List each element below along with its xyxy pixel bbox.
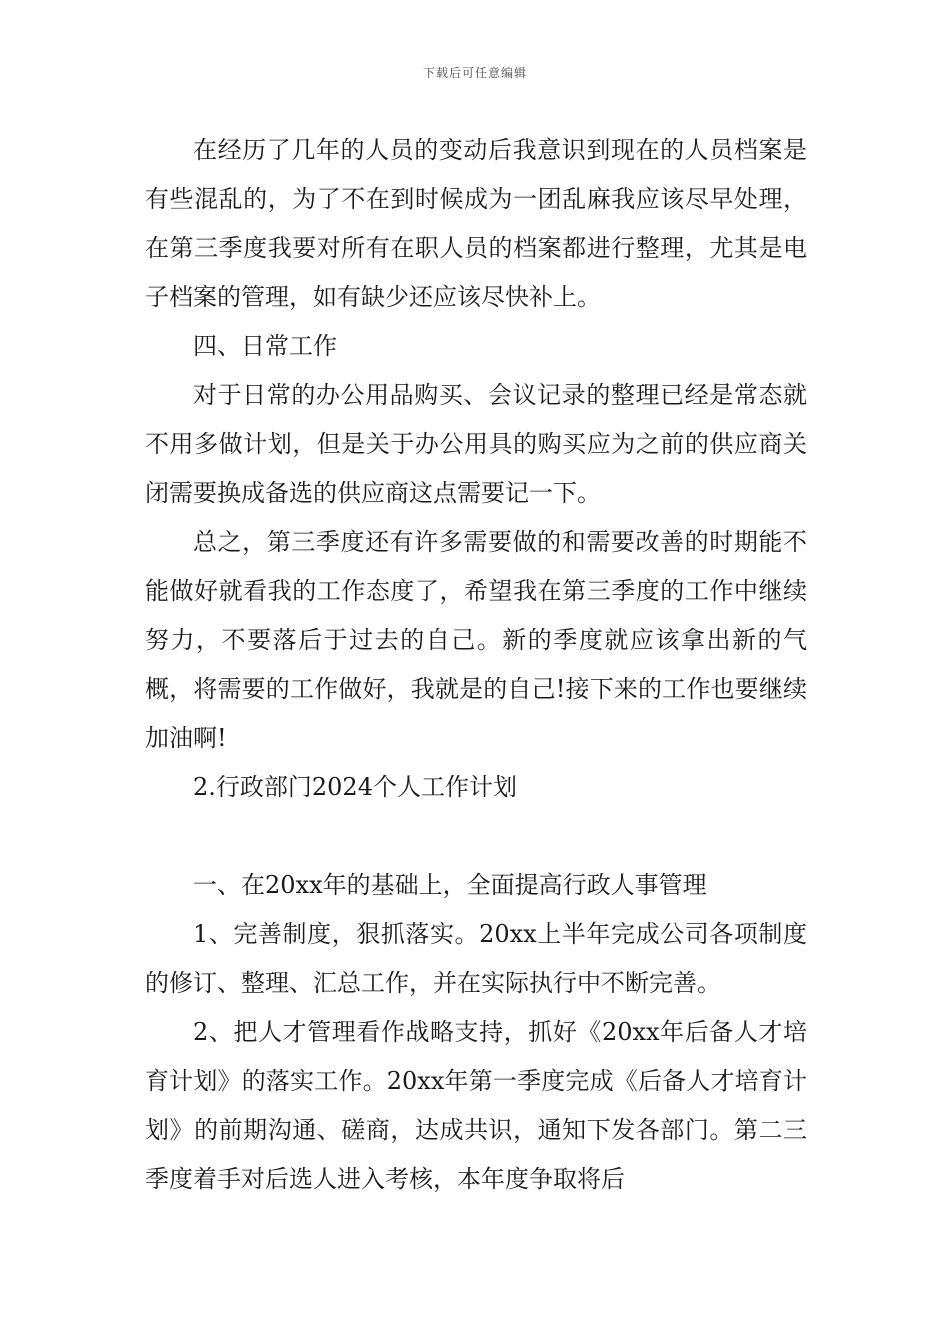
document-section-title: 2.行政部门2024个人工作计划 xyxy=(193,773,517,801)
paragraph-talent-management: 2、把人才管理看作战略支持，抓好《20xx年后备人才培育计划》的落实工作。20xx年第一季度完成《后备人才培育计划》的前期沟通、磋商，达成共识，通知下发各部门。第二三季度着手对后选人进入考核，本年度争取将后 xyxy=(145,1018,807,1193)
section-heading-daily-work: 四、日常工作 xyxy=(193,332,337,360)
paragraph-office-supplies: 对于日常的办公用品购买、会议记录的整理已经是常态就不用多做计划，但是关于办公用具的购买应为之前的供应商关闭需要换成备选的供应商这点需要记一下。 xyxy=(145,381,807,507)
section-heading-admin-management: 一、在20xx年的基础上，全面提高行政人事管理 xyxy=(193,871,707,899)
paragraph-system-improvement: 1、完善制度，狠抓落实。20xx上半年完成公司各项制度的修订、整理、汇总工作，并在实际执行中不断完善。 xyxy=(145,920,807,997)
paragraph-summary: 总之，第三季度还有许多需要做的和需要改善的时期能不能做好就看我的工作态度了，希望我在第三季度的工作中继续努力，不要落后于过去的自己。新的季度就应该拿出新的气概，将需要的工作做好，我就是的自己!接下来的工作也要继续加油啊! xyxy=(145,528,807,752)
document-body xyxy=(145,126,807,1204)
page-header-note: 下载后可任意编辑 xyxy=(422,66,527,80)
paragraph-archives: 在经历了几年的人员的变动后我意识到现在的人员档案是有些混乱的，为了不在到时候成为一团乱麻我应该尽早处理，在第三季度我要对所有在职人员的档案都进行整理，尤其是电子档案的管理，如有缺少还应该尽快补上。 xyxy=(145,136,807,311)
